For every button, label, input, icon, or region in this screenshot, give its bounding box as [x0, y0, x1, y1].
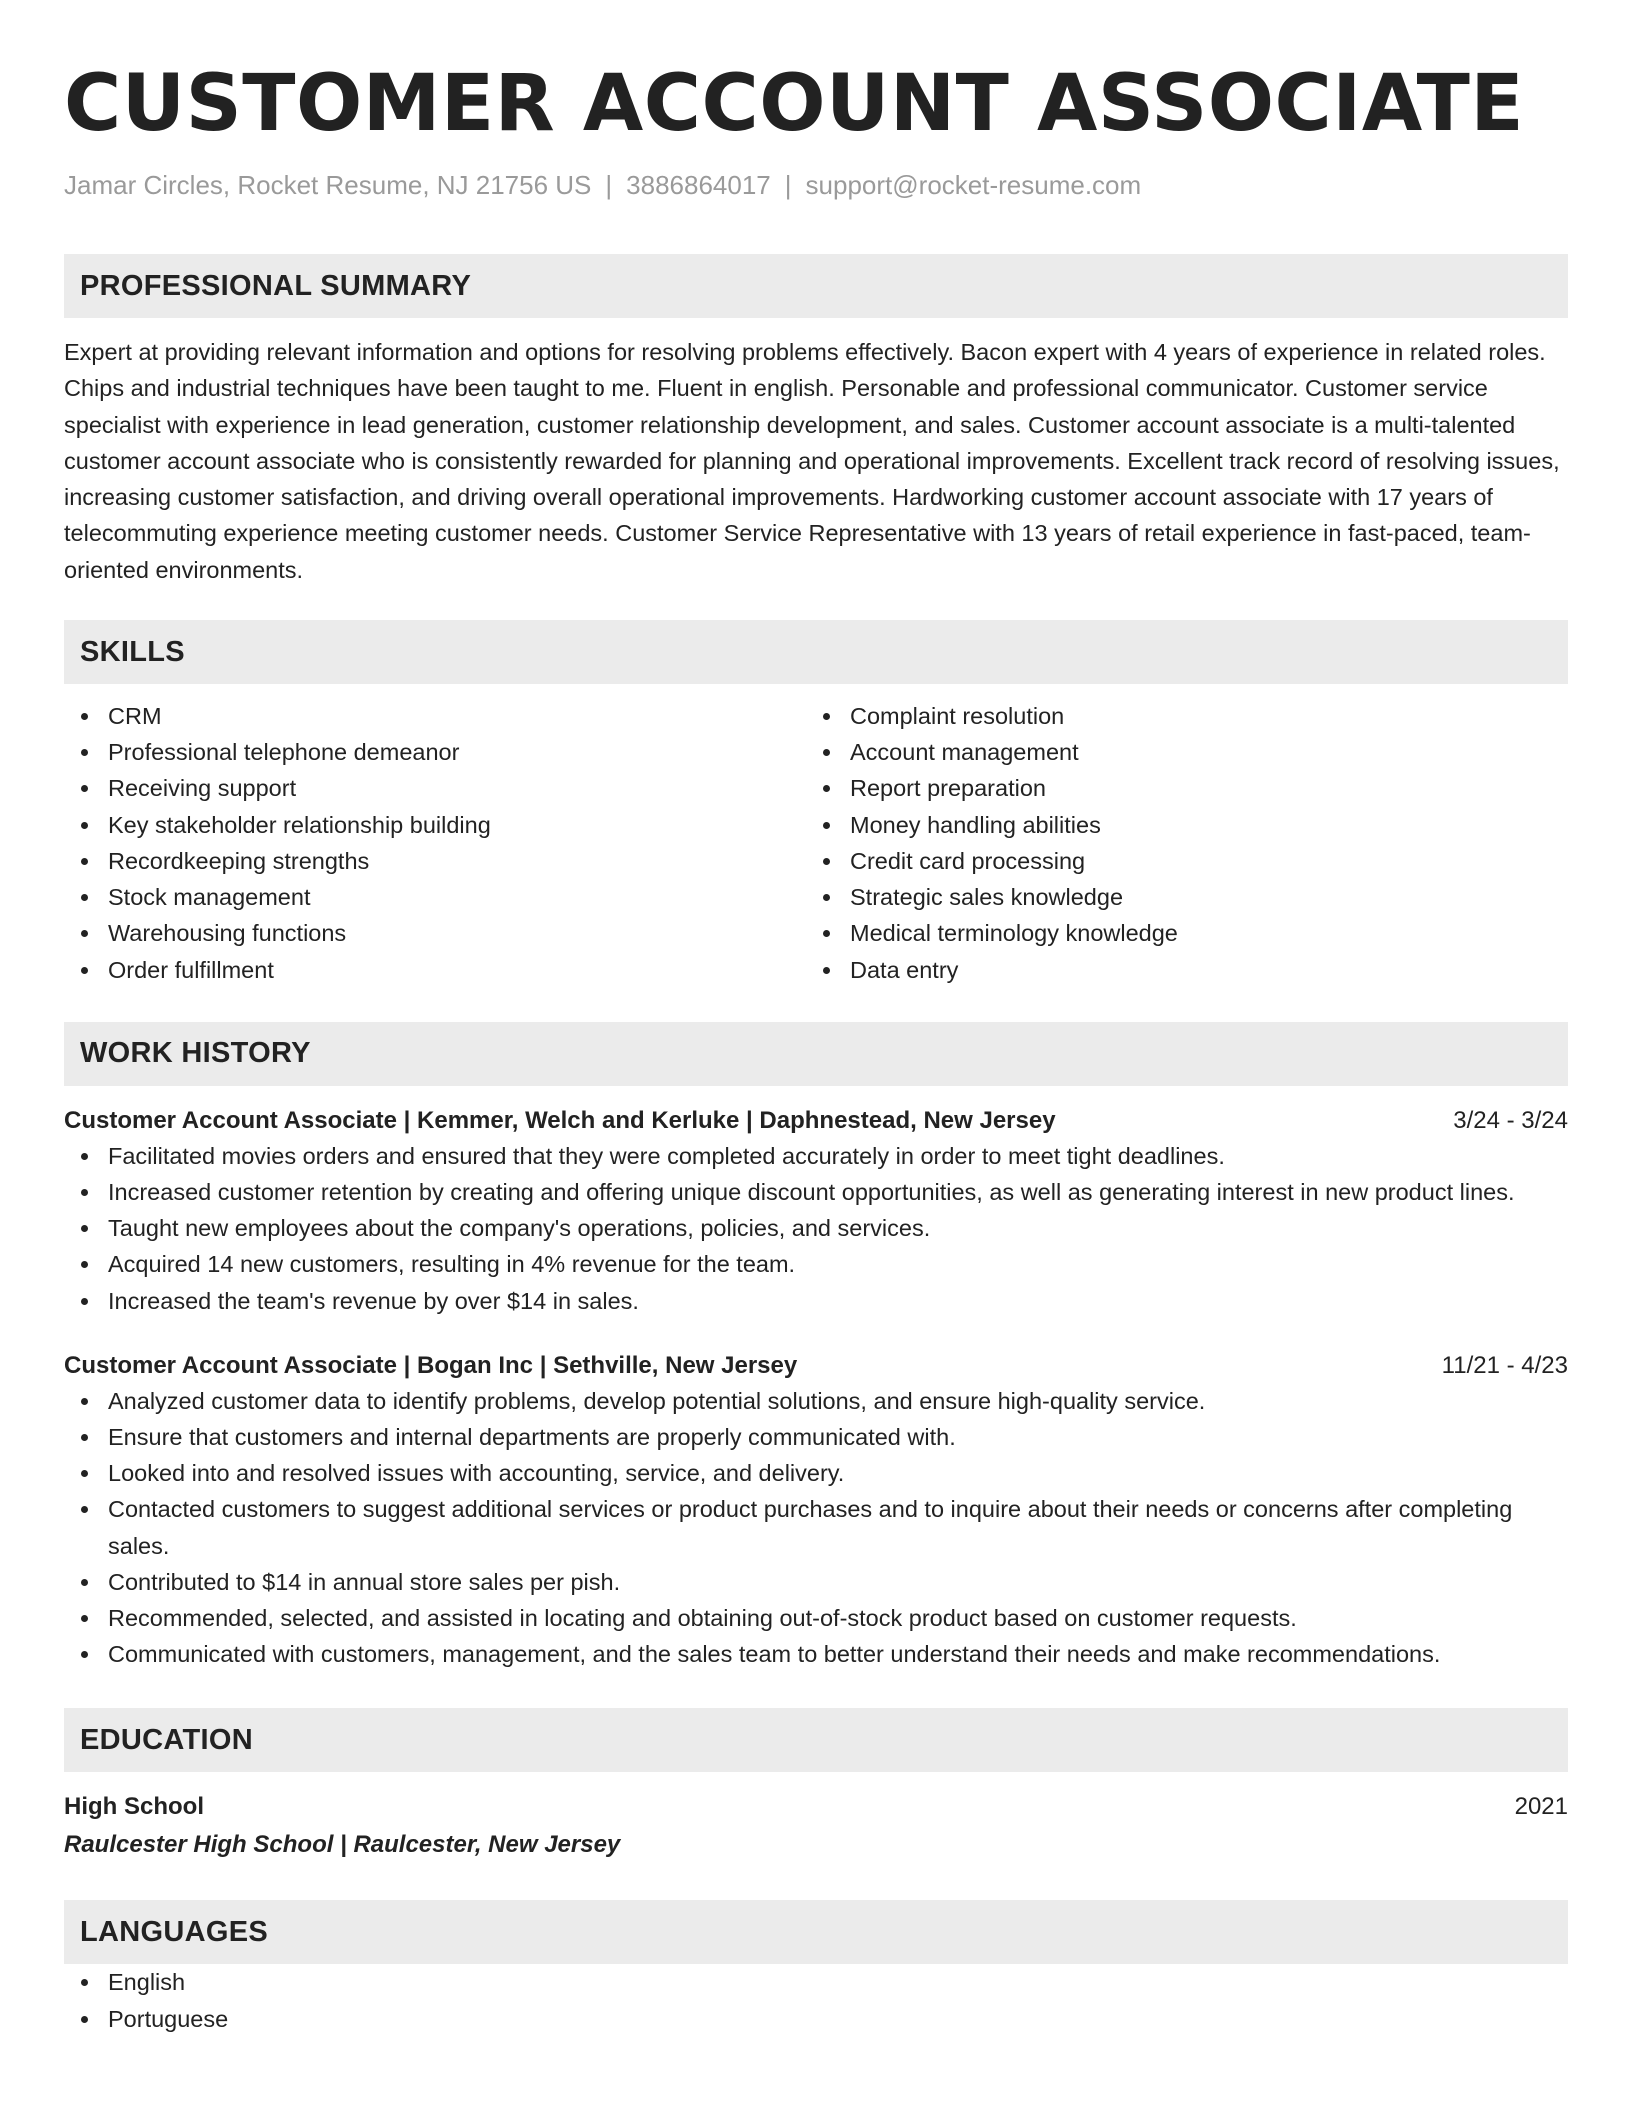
job-bullet: Acquired 14 new customers, resulting in 4% revenue for the team. — [64, 1246, 1568, 1282]
skill-item: Complaint resolution — [806, 698, 1568, 734]
contact-separator: | — [784, 170, 792, 200]
contact-phone: 3886864017 — [626, 170, 771, 200]
skills-list-left — [64, 698, 806, 988]
job-bullet: Looked into and resolved issues with accounting, service, and delivery. — [64, 1455, 1568, 1491]
education-year: 2021 — [1514, 1793, 1568, 1821]
job-bullet: Ensure that customers and internal departments are properly communicated with. — [64, 1419, 1568, 1455]
contact-line — [64, 168, 1568, 202]
skills-section-header: SKILLS — [64, 620, 1568, 684]
skill-item: Money handling abilities — [806, 807, 1568, 843]
skill-item: CRM — [64, 698, 806, 734]
job-heading-row — [64, 1349, 1568, 1383]
job-dates: 11/21 - 4/23 — [1441, 1351, 1568, 1379]
job-heading: Customer Account Associate | Kemmer, Welch and Kerluke | Daphnestead, New Jersey — [64, 1106, 1056, 1134]
job-entry — [64, 1104, 1568, 1319]
languages-list — [64, 1964, 1568, 2036]
summary-text: Expert at providing relevant information and options for resolving problems effectively. Bacon expert with 4 years of experience in related roles. Chips and industrial techniques have been taught to me. Fluent in english. Personable and professional communicator. Customer service specialist with experience in lead generation, customer relationship development, and sales. Customer account associate is a multi-talented customer account associate who is consistently rewarded for planning and operational improvements. Excellent track record of resolving issues, increasing customer satisfaction, and driving overall operational improvements. Hardworking customer account associate with 17 years of telecommuting experience meeting customer needs. Customer Service Representative with 13 years of retail experience in fast-paced, team-oriented environments. — [64, 339, 1560, 583]
skill-item: Warehousing functions — [64, 915, 806, 951]
job-bullet: Taught new employees about the company's operations, policies, and services. — [64, 1210, 1568, 1246]
skill-item: Account management — [806, 734, 1568, 770]
languages-section-header: LANGUAGES — [64, 1900, 1568, 1964]
education-section-header: EDUCATION — [64, 1708, 1568, 1772]
skill-item: Medical terminology knowledge — [806, 915, 1568, 951]
summary-section-header: PROFESSIONAL SUMMARY — [64, 254, 1568, 318]
skills-list-right — [806, 698, 1568, 988]
job-bullet: Increased the team's revenue by over $14 in sales. — [64, 1283, 1568, 1319]
skill-item: Credit card processing — [806, 843, 1568, 879]
skill-item: Recordkeeping strengths — [64, 843, 806, 879]
contact-address: Jamar Circles, Rocket Resume, NJ 21756 US — [64, 170, 592, 200]
job-entry — [64, 1349, 1568, 1673]
job-bullet: Contributed to $14 in annual store sales per pish. — [64, 1564, 1568, 1600]
contact-email: support@rocket-resume.com — [805, 170, 1142, 200]
work-section-header: WORK HISTORY — [64, 1022, 1568, 1086]
job-bullet: Increased customer retention by creating and offering unique discount opportunities, as well as generating interest in new product lines. — [64, 1174, 1568, 1210]
education-school: Raulcester High School | Raulcester, New Jersey — [64, 1831, 621, 1859]
job-dates: 3/24 - 3/24 — [1453, 1106, 1568, 1134]
contact-separator: | — [605, 170, 613, 200]
education-degree: High School — [64, 1793, 204, 1821]
skill-item: Order fulfillment — [64, 952, 806, 988]
job-heading: Customer Account Associate | Bogan Inc | Sethville, New Jersey — [64, 1351, 798, 1379]
skill-item: Key stakeholder relationship building — [64, 807, 806, 843]
job-bullet: Analyzed customer data to identify problems, develop potential solutions, and ensure high-quality service. — [64, 1383, 1568, 1419]
language-item: English — [64, 1964, 1568, 2000]
job-bullet: Recommended, selected, and assisted in locating and obtaining out-of-stock product based on customer requests. — [64, 1600, 1568, 1636]
skill-item: Strategic sales knowledge — [806, 879, 1568, 915]
job-bullet: Communicated with customers, management, and the sales team to better understand their needs and make recommendations. — [64, 1636, 1568, 1672]
resume-name: CUSTOMER ACCOUNT ASSOCIATE — [64, 59, 1525, 149]
job-bullet: Contacted customers to suggest additional services or product purchases and to inquire about their needs or concerns after completing sales. — [64, 1491, 1568, 1563]
skill-item: Stock management — [64, 879, 806, 915]
skills-grid — [64, 698, 1568, 988]
skill-item: Professional telephone demeanor — [64, 734, 806, 770]
skill-item: Receiving support — [64, 770, 806, 806]
job-bullet: Facilitated movies orders and ensured that they were completed accurately in order to meet tight deadlines. — [64, 1138, 1568, 1174]
job-bullets — [64, 1138, 1568, 1319]
skill-item: Data entry — [806, 952, 1568, 988]
education-heading-row — [64, 1790, 1568, 1824]
job-bullets — [64, 1383, 1568, 1673]
job-heading-row — [64, 1104, 1568, 1138]
skill-item: Report preparation — [806, 770, 1568, 806]
language-item: Portuguese — [64, 2001, 1568, 2037]
